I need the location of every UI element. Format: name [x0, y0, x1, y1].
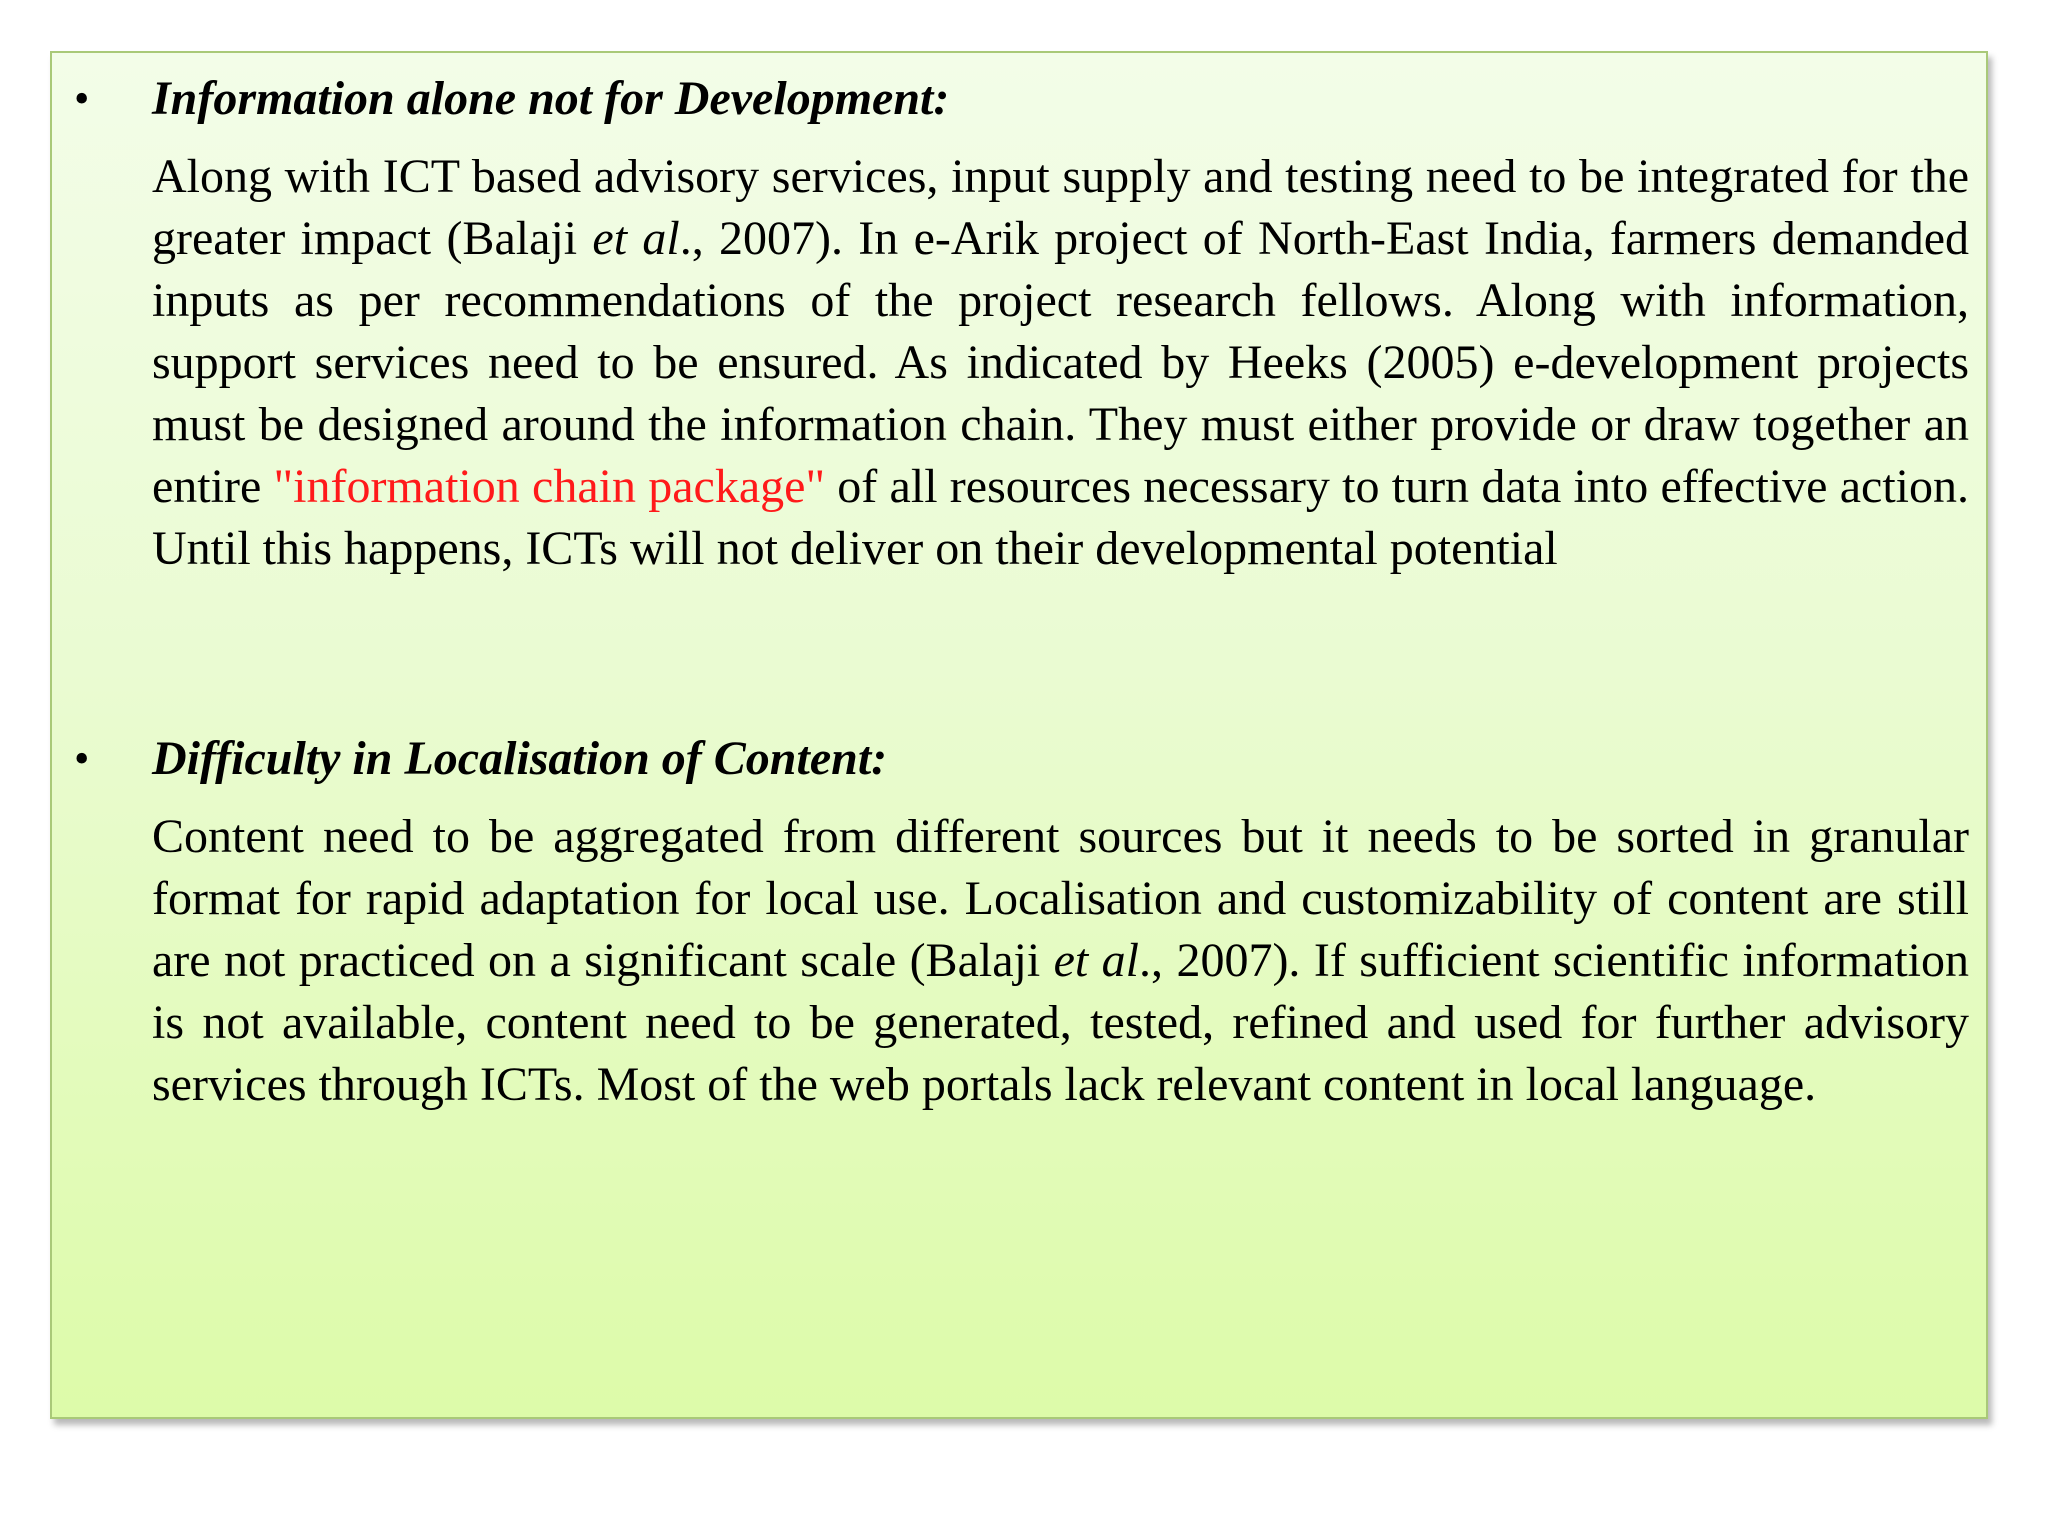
highlighted-phrase: "information chain package" [273, 460, 826, 513]
paragraph-text: Content need to be aggregated from different sources but it needs to be sorted in granular format for rapid adaptation for local use. Localisation and customizability of content are still are not practiced on a significant scale (Balaji [152, 810, 1969, 987]
section-heading: Information alone not for Development: [152, 72, 950, 125]
paragraph-text: Along with ICT based advisory services, input supply and testing need to be integrated for the greater impact (Balaji [152, 150, 1969, 265]
content-box [50, 51, 1988, 1419]
section-heading: Difficulty in Localisation of Content: [152, 732, 888, 785]
citation-et-al: et al [1053, 934, 1140, 987]
section-paragraph [152, 806, 1969, 1116]
paragraph-text: ., 2007). If sufficient scientific information is not available, content need to be generated, tested, refined and used for further advisory services through ICTs. Most of the web portals lack relevant content in local language. [152, 934, 1970, 1111]
bullet-icon: • [74, 74, 90, 123]
section-paragraph [152, 146, 1969, 580]
bullet-icon: • [74, 734, 90, 783]
citation-et-al: et al [592, 212, 680, 265]
paragraph-text: ., 2007). In e-Arik project of North-East India, farmers demanded inputs as per recommendations of the project research fellows. Along with information, support services need to be ensured. As indicated by Heeks (2005) e-development projects must be designed around the information chain. They must either provide or draw together an entire [152, 212, 1970, 513]
paragraph-text: of all resources necessary to turn data into effective action. Until this happens, ICTs will not deliver on their developmental potential [152, 460, 1969, 575]
